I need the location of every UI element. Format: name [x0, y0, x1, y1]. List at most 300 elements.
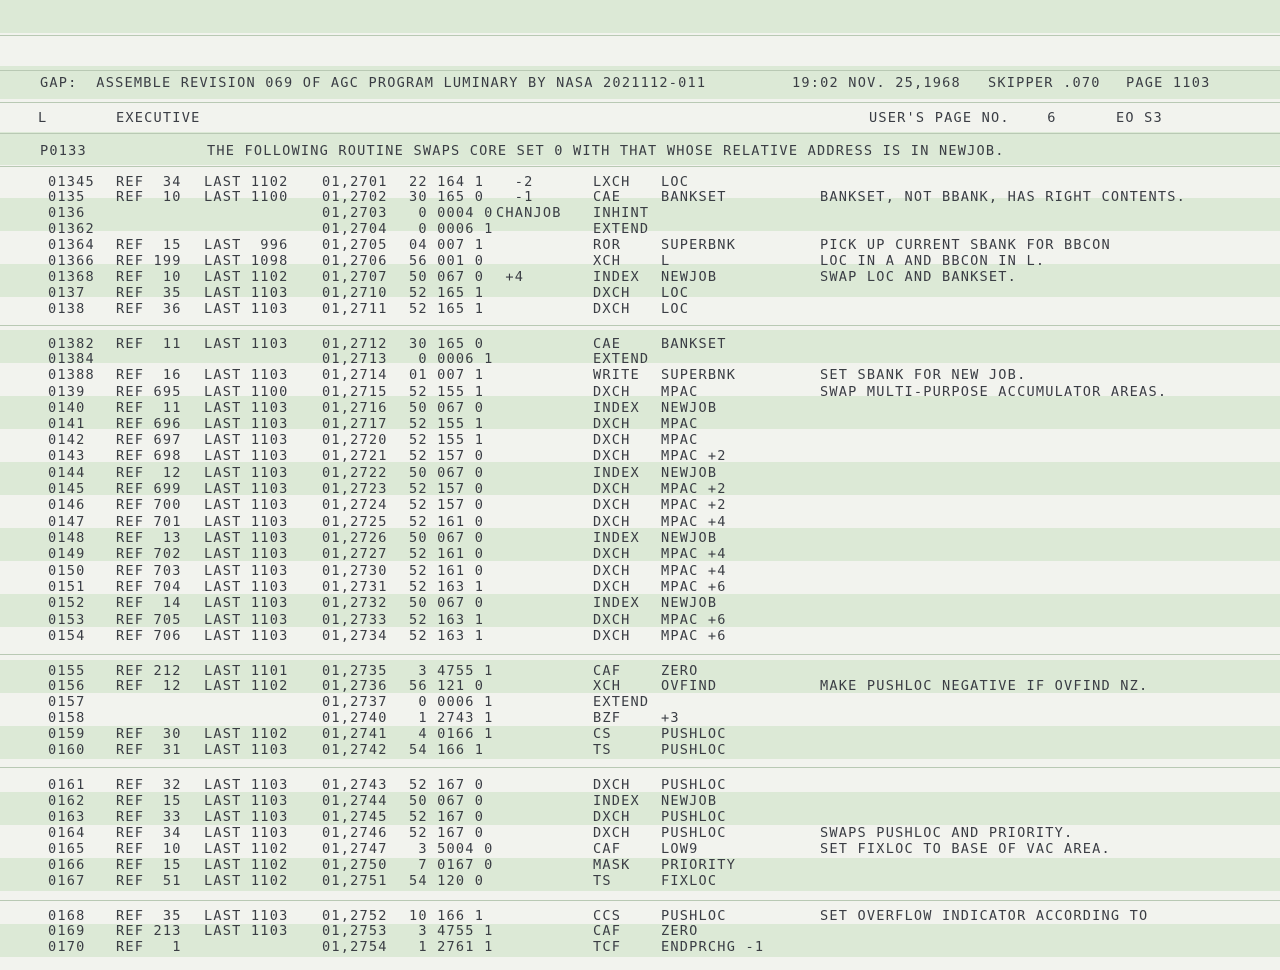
operand: NEWJOB: [661, 400, 718, 416]
address: 01,2745: [322, 809, 388, 825]
ref-count: REF 34: [116, 825, 182, 841]
ref-count: REF 703: [116, 563, 182, 579]
last-ref: LAST 1102: [204, 841, 289, 857]
operand: LOW9: [661, 841, 699, 857]
operand: SUPERBNK: [661, 367, 737, 383]
last-ref: LAST 1103: [204, 448, 289, 464]
opcode: BZF: [593, 710, 622, 726]
ref-count: REF 701: [116, 514, 182, 530]
address: 01,2730: [322, 563, 388, 579]
octal-code: 0 0004 0: [409, 205, 494, 221]
octal-code: 10 166 1: [409, 908, 485, 924]
operand: MPAC +6: [661, 628, 727, 644]
seq-number: 0157: [48, 694, 86, 710]
opcode: DXCH: [593, 448, 631, 464]
opcode: CAE: [593, 336, 622, 352]
seq-number: 0162: [48, 793, 86, 809]
operand: MPAC +2: [661, 448, 727, 464]
last-ref: LAST 1103: [204, 908, 289, 924]
opcode: DXCH: [593, 384, 631, 400]
operand: NEWJOB: [661, 530, 718, 546]
comment: LOC IN A AND BBCON IN L.: [820, 253, 1046, 269]
operand: NEWJOB: [661, 465, 718, 481]
ref-count: REF 14: [116, 595, 182, 611]
octal-code: 1 2743 1: [409, 710, 494, 726]
seq-number: 0156: [48, 678, 86, 694]
opcode: XCH: [593, 678, 622, 694]
octal-code: 50 067 0: [409, 530, 485, 546]
address: 01,2754: [322, 939, 388, 955]
address: 01,2701: [322, 174, 388, 190]
seq-number: 0144: [48, 465, 86, 481]
address: 01,2705: [322, 237, 388, 253]
octal-code: 54 166 1: [409, 742, 485, 758]
address: 01,2753: [322, 923, 388, 939]
ref-count: REF 12: [116, 678, 182, 694]
ref-count: REF 700: [116, 497, 182, 513]
operand: NEWJOB: [661, 793, 718, 809]
ref-count: REF 15: [116, 237, 182, 253]
operand: NEWJOB: [661, 595, 718, 611]
operand: +3: [661, 710, 680, 726]
comment: SWAP MULTI-PURPOSE ACCUMULATOR AREAS.: [820, 384, 1168, 400]
last-ref: LAST 1103: [204, 546, 289, 562]
label: +4: [496, 269, 525, 285]
eo-code: EO S3: [1116, 110, 1163, 126]
address: 01,2734: [322, 628, 388, 644]
ref-count: REF 11: [116, 336, 182, 352]
opcode: TCF: [593, 939, 622, 955]
opcode: ROR: [593, 237, 622, 253]
ref-count: REF 10: [116, 269, 182, 285]
operand: MPAC +2: [661, 481, 727, 497]
seq-number: 0154: [48, 628, 86, 644]
page-code: P0133: [40, 143, 87, 159]
operand: L: [661, 253, 671, 269]
seq-number: 01382: [48, 336, 95, 352]
address: 01,2746: [322, 825, 388, 841]
operand: NEWJOB: [661, 269, 718, 285]
opcode: EXTEND: [593, 221, 650, 237]
seq-number: 01364: [48, 237, 95, 253]
opcode: XCH: [593, 253, 622, 269]
seq-number: 0158: [48, 710, 86, 726]
last-ref: LAST 1103: [204, 481, 289, 497]
address: 01,2733: [322, 612, 388, 628]
last-ref: LAST 1103: [204, 432, 289, 448]
opcode: LXCH: [593, 174, 631, 190]
operand: PUSHLOC: [661, 777, 727, 793]
address: 01,2747: [322, 841, 388, 857]
ref-count: REF 34: [116, 174, 182, 190]
opcode: DXCH: [593, 809, 631, 825]
seq-number: 0146: [48, 497, 86, 513]
last-ref: LAST 1102: [204, 726, 289, 742]
octal-code: 52 157 0: [409, 448, 485, 464]
last-ref: LAST 1103: [204, 595, 289, 611]
ref-count: REF 13: [116, 530, 182, 546]
seq-number: 0159: [48, 726, 86, 742]
octal-code: 54 120 0: [409, 873, 485, 889]
operand: BANKSET: [661, 189, 727, 205]
ref-count: REF 199: [116, 253, 182, 269]
ref-count: REF 705: [116, 612, 182, 628]
octal-code: 50 067 0: [409, 400, 485, 416]
operand: MPAC +4: [661, 514, 727, 530]
operand: BANKSET: [661, 336, 727, 352]
ref-count: REF 702: [116, 546, 182, 562]
opcode: INDEX: [593, 530, 640, 546]
last-ref: LAST 1103: [204, 367, 289, 383]
octal-code: 52 161 0: [409, 514, 485, 530]
comment: SWAPS PUSHLOC AND PRIORITY.: [820, 825, 1074, 841]
last-ref: LAST 996: [204, 237, 289, 253]
operand: MPAC +4: [661, 563, 727, 579]
address: 01,2743: [322, 777, 388, 793]
paper-rule: [0, 102, 1280, 103]
seq-number: 01362: [48, 221, 95, 237]
operand: ZERO: [661, 663, 699, 679]
last-ref: LAST 1103: [204, 563, 289, 579]
seq-number: 01384: [48, 351, 95, 367]
last-ref: LAST 1103: [204, 742, 289, 758]
last-ref: LAST 1103: [204, 301, 289, 317]
paper-rule: [0, 166, 1280, 167]
address: 01,2714: [322, 367, 388, 383]
octal-code: 30 165 0: [409, 189, 485, 205]
ref-count: REF 706: [116, 628, 182, 644]
paper-rule: [0, 133, 1280, 134]
octal-code: 3 5004 0: [409, 841, 494, 857]
seq-number: 0139: [48, 384, 86, 400]
octal-code: 50 067 0: [409, 793, 485, 809]
address: 01,2740: [322, 710, 388, 726]
seq-number: 0149: [48, 546, 86, 562]
octal-code: 52 155 1: [409, 384, 485, 400]
opcode: INDEX: [593, 793, 640, 809]
address: 01,2735: [322, 663, 388, 679]
operand: PRIORITY: [661, 857, 737, 873]
ref-count: REF 10: [116, 841, 182, 857]
timestamp: 19:02 NOV. 25,1968: [792, 75, 961, 91]
address: 01,2724: [322, 497, 388, 513]
seq-number: 0170: [48, 939, 86, 955]
address: 01,2752: [322, 908, 388, 924]
last-ref: LAST 1103: [204, 793, 289, 809]
last-ref: LAST 1103: [204, 777, 289, 793]
octal-code: 52 155 1: [409, 432, 485, 448]
address: 01,2716: [322, 400, 388, 416]
operand: MPAC +4: [661, 546, 727, 562]
ref-count: REF 212: [116, 663, 182, 679]
opcode: DXCH: [593, 825, 631, 841]
seq-number: 0167: [48, 873, 86, 889]
octal-code: 52 163 1: [409, 612, 485, 628]
opcode: DXCH: [593, 432, 631, 448]
comment: SET SBANK FOR NEW JOB.: [820, 367, 1027, 383]
users-page-label: USER'S PAGE NO. 6: [869, 110, 1057, 126]
address: 01,2712: [322, 336, 388, 352]
octal-code: 1 2761 1: [409, 939, 494, 955]
octal-code: 52 165 1: [409, 301, 485, 317]
octal-code: 7 0167 0: [409, 857, 494, 873]
octal-code: 52 163 1: [409, 579, 485, 595]
operand: LOC: [661, 174, 690, 190]
ref-count: REF 696: [116, 416, 182, 432]
octal-code: 52 157 0: [409, 481, 485, 497]
seq-number: 0165: [48, 841, 86, 857]
seq-number: 0142: [48, 432, 86, 448]
address: 01,2726: [322, 530, 388, 546]
ref-count: REF 16: [116, 367, 182, 383]
last-ref: LAST 1103: [204, 497, 289, 513]
seq-number: 0137: [48, 285, 86, 301]
opcode: CAF: [593, 841, 622, 857]
address: 01,2736: [322, 678, 388, 694]
last-ref: LAST 1103: [204, 825, 289, 841]
skipper-version: SKIPPER .070: [988, 75, 1101, 91]
seq-number: 01368: [48, 269, 95, 285]
octal-code: 52 165 1: [409, 285, 485, 301]
opcode: INDEX: [593, 269, 640, 285]
address: 01,2721: [322, 448, 388, 464]
operand: MPAC: [661, 432, 699, 448]
ref-count: REF 33: [116, 809, 182, 825]
comment: SET OVERFLOW INDICATOR ACCORDING TO: [820, 908, 1149, 924]
seq-number: 0138: [48, 301, 86, 317]
seq-number: 0140: [48, 400, 86, 416]
last-ref: LAST 1102: [204, 873, 289, 889]
opcode: DXCH: [593, 546, 631, 562]
label: CHANJOB: [496, 205, 562, 221]
ref-count: REF 11: [116, 400, 182, 416]
operand: PUSHLOC: [661, 825, 727, 841]
ref-count: REF 15: [116, 857, 182, 873]
seq-number: 0164: [48, 825, 86, 841]
seq-number: 0166: [48, 857, 86, 873]
address: 01,2737: [322, 694, 388, 710]
ref-count: REF 698: [116, 448, 182, 464]
opcode: CAF: [593, 663, 622, 679]
operand: MPAC: [661, 416, 699, 432]
ref-count: REF 1: [116, 939, 182, 955]
seq-number: 0153: [48, 612, 86, 628]
last-ref: LAST 1103: [204, 628, 289, 644]
opcode: DXCH: [593, 777, 631, 793]
paper-rule: [0, 325, 1280, 326]
opcode: DXCH: [593, 612, 631, 628]
seq-number: 0136: [48, 205, 86, 221]
page-number: PAGE 1103: [1126, 75, 1211, 91]
assembly-header: [0, 75, 1211, 91]
last-ref: LAST 1098: [204, 253, 289, 269]
operand: PUSHLOC: [661, 726, 727, 742]
paper-rule: [0, 35, 1280, 36]
opcode: DXCH: [593, 481, 631, 497]
last-ref: LAST 1103: [204, 514, 289, 530]
last-ref: LAST 1103: [204, 923, 289, 939]
opcode: INHINT: [593, 205, 650, 221]
operand: OVFIND: [661, 678, 718, 694]
assembly-title: GAP: ASSEMBLE REVISION 069 OF AGC PROGRAM LUMINARY BY NASA 2021112-011: [40, 75, 707, 91]
ref-count: REF 12: [116, 465, 182, 481]
opcode: DXCH: [593, 416, 631, 432]
ref-count: REF 35: [116, 908, 182, 924]
seq-number: 0148: [48, 530, 86, 546]
opcode: CAF: [593, 923, 622, 939]
label: -2: [496, 174, 534, 190]
operand: PUSHLOC: [661, 809, 727, 825]
ref-count: REF 213: [116, 923, 182, 939]
paper-rule: [0, 70, 1280, 71]
ref-count: REF 35: [116, 285, 182, 301]
address: 01,2707: [322, 269, 388, 285]
seq-number: 0143: [48, 448, 86, 464]
opcode: EXTEND: [593, 694, 650, 710]
last-ref: LAST 1103: [204, 400, 289, 416]
comment: BANKSET, NOT BBANK, HAS RIGHT CONTENTS.: [820, 189, 1186, 205]
last-ref: LAST 1103: [204, 285, 289, 301]
seq-number: 0151: [48, 579, 86, 595]
last-ref: LAST 1101: [204, 663, 289, 679]
address: 01,2720: [322, 432, 388, 448]
opcode: DXCH: [593, 563, 631, 579]
opcode: WRITE: [593, 367, 640, 383]
octal-code: 3 4755 1: [409, 923, 494, 939]
operand: ZERO: [661, 923, 699, 939]
address: 01,2722: [322, 465, 388, 481]
operand: ENDPRCHG -1: [661, 939, 765, 955]
octal-code: 0 0006 1: [409, 221, 494, 237]
octal-code: 50 067 0: [409, 595, 485, 611]
octal-code: 04 007 1: [409, 237, 485, 253]
octal-code: 56 121 0: [409, 678, 485, 694]
comment: SET FIXLOC TO BASE OF VAC AREA.: [820, 841, 1111, 857]
seq-number: 0155: [48, 663, 86, 679]
ref-count: REF 697: [116, 432, 182, 448]
ref-count: REF 32: [116, 777, 182, 793]
octal-code: 52 155 1: [409, 416, 485, 432]
ref-count: REF 695: [116, 384, 182, 400]
routine-title-line: [0, 143, 1005, 159]
opcode: INDEX: [593, 595, 640, 611]
seq-number: 0161: [48, 777, 86, 793]
ref-count: REF 36: [116, 301, 182, 317]
octal-code: 30 165 0: [409, 336, 485, 352]
seq-number: 0168: [48, 908, 86, 924]
octal-code: 50 067 0: [409, 269, 485, 285]
ref-count: REF 30: [116, 726, 182, 742]
address: 01,2750: [322, 857, 388, 873]
address: 01,2703: [322, 205, 388, 221]
seq-number: 0163: [48, 809, 86, 825]
opcode: CAE: [593, 189, 622, 205]
label: -1: [496, 189, 534, 205]
opcode: DXCH: [593, 579, 631, 595]
comment: SWAP LOC AND BANKSET.: [820, 269, 1018, 285]
last-ref: LAST 1100: [204, 189, 289, 205]
address: 01,2713: [322, 351, 388, 367]
address: 01,2725: [322, 514, 388, 530]
ref-count: REF 51: [116, 873, 182, 889]
section-name: EXECUTIVE: [116, 110, 201, 126]
address: 01,2742: [322, 742, 388, 758]
address: 01,2751: [322, 873, 388, 889]
last-ref: LAST 1103: [204, 465, 289, 481]
address: 01,2704: [322, 221, 388, 237]
comment: MAKE PUSHLOC NEGATIVE IF OVFIND NZ.: [820, 678, 1149, 694]
section-letter: L: [38, 110, 48, 126]
opcode: DXCH: [593, 301, 631, 317]
routine-description: THE FOLLOWING ROUTINE SWAPS CORE SET 0 WITH THAT WHOSE RELATIVE ADDRESS IS IN NEWJOB.: [207, 143, 1005, 159]
octal-code: 50 067 0: [409, 465, 485, 481]
octal-code: 52 167 0: [409, 825, 485, 841]
octal-code: 0 0006 1: [409, 351, 494, 367]
last-ref: LAST 1103: [204, 530, 289, 546]
opcode: TS: [593, 873, 612, 889]
seq-number: 01388: [48, 367, 95, 383]
operand: SUPERBNK: [661, 237, 737, 253]
ref-count: REF 15: [116, 793, 182, 809]
address: 01,2744: [322, 793, 388, 809]
octal-code: 4 0166 1: [409, 726, 494, 742]
seq-number: 0147: [48, 514, 86, 530]
opcode: DXCH: [593, 285, 631, 301]
operand: PUSHLOC: [661, 742, 727, 758]
paper-rule: [0, 654, 1280, 655]
octal-code: 52 167 0: [409, 809, 485, 825]
operand: MPAC +2: [661, 497, 727, 513]
seq-number: 0135: [48, 189, 86, 205]
seq-number: 01345: [48, 174, 95, 190]
last-ref: LAST 1103: [204, 612, 289, 628]
last-ref: LAST 1100: [204, 384, 289, 400]
last-ref: LAST 1102: [204, 269, 289, 285]
octal-code: 52 157 0: [409, 497, 485, 513]
last-ref: LAST 1103: [204, 809, 289, 825]
octal-code: 0 0006 1: [409, 694, 494, 710]
opcode: MASK: [593, 857, 631, 873]
octal-code: 3 4755 1: [409, 663, 494, 679]
octal-code: 01 007 1: [409, 367, 485, 383]
octal-code: 52 161 0: [409, 546, 485, 562]
opcode: EXTEND: [593, 351, 650, 367]
paper-rule: [0, 900, 1280, 901]
section-header: [0, 110, 1163, 126]
last-ref: LAST 1102: [204, 174, 289, 190]
address: 01,2717: [322, 416, 388, 432]
address: 01,2723: [322, 481, 388, 497]
octal-code: 52 167 0: [409, 777, 485, 793]
operand: PUSHLOC: [661, 908, 727, 924]
opcode: DXCH: [593, 514, 631, 530]
comment: PICK UP CURRENT SBANK FOR BBCON: [820, 237, 1111, 253]
ref-count: REF 10: [116, 189, 182, 205]
operand: MPAC +6: [661, 579, 727, 595]
opcode: DXCH: [593, 497, 631, 513]
last-ref: LAST 1102: [204, 857, 289, 873]
address: 01,2706: [322, 253, 388, 269]
operand: LOC: [661, 301, 690, 317]
last-ref: LAST 1102: [204, 678, 289, 694]
octal-code: 52 163 1: [409, 628, 485, 644]
opcode: INDEX: [593, 465, 640, 481]
paper-rule: [0, 767, 1280, 768]
operand: MPAC +6: [661, 612, 727, 628]
address: 01,2727: [322, 546, 388, 562]
operand: FIXLOC: [661, 873, 718, 889]
address: 01,2741: [322, 726, 388, 742]
